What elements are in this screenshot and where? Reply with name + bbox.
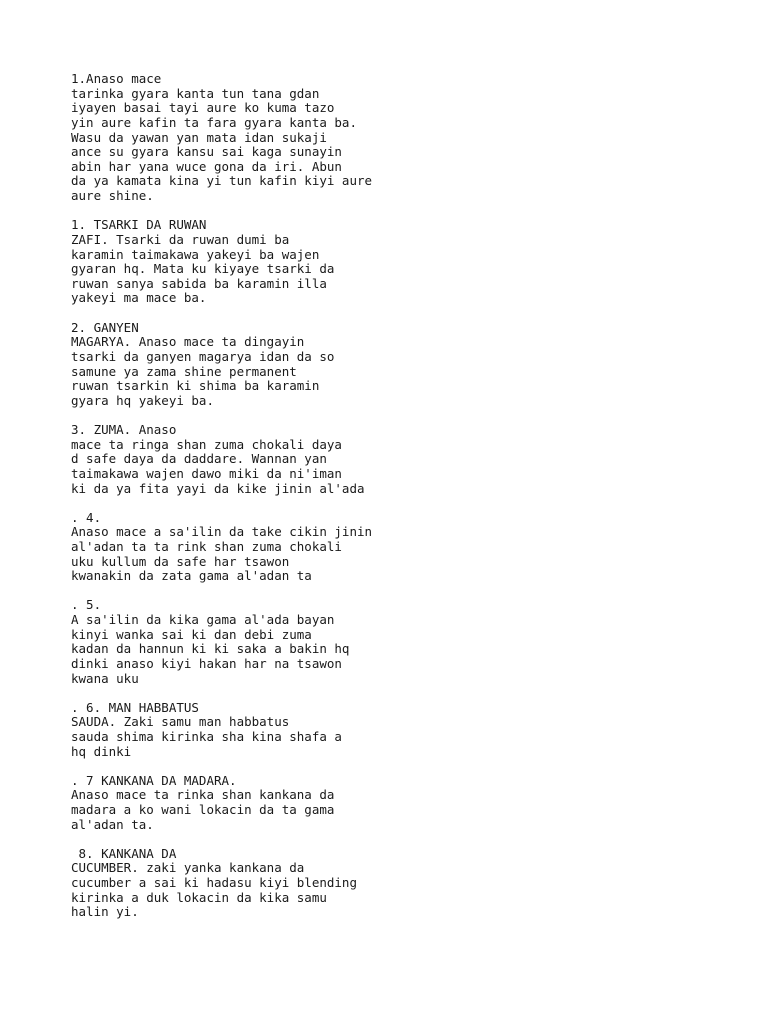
paragraph-man-habbatus-sauda bbox=[71, 701, 731, 760]
text-line: 1. TSARKI DA RUWAN bbox=[71, 217, 207, 233]
paragraph-zuma bbox=[71, 423, 731, 496]
text-line: tarinka gyara kanta tun tana gdan bbox=[71, 85, 320, 101]
text-line: aure shine. bbox=[71, 188, 154, 204]
text-line: Wasu da yawan yan mata idan sukaji bbox=[71, 129, 327, 145]
text-line: yin aure kafin ta fara gyara kanta ba. bbox=[71, 114, 357, 130]
text-line: 2. GANYEN bbox=[71, 319, 139, 335]
text-line: d safe daya da daddare. Wannan yan bbox=[71, 451, 327, 467]
paragraph-tsarki-da-ruwan-zafi bbox=[71, 218, 731, 306]
text-line: taimakawa wajen dawo miki da ni'iman bbox=[71, 465, 342, 481]
text-line: MAGARYA. Anaso mace ta dingayin bbox=[71, 334, 305, 350]
text-line: 1.Anaso mace bbox=[71, 71, 162, 86]
text-line: sauda shima kirinka sha kina shafa a bbox=[71, 728, 342, 744]
text-line: . 6. MAN HABBATUS bbox=[71, 699, 199, 715]
text-line: ruwan tsarkin ki shima ba karamin bbox=[71, 378, 320, 394]
text-line: 8. KANKANA DA bbox=[71, 845, 177, 861]
text-line: yakeyi ma mace ba. bbox=[71, 290, 207, 306]
text-line: abin har yana wuce gona da iri. Abun bbox=[71, 158, 342, 174]
document-page bbox=[71, 72, 731, 935]
text-line: al'adan ta. bbox=[71, 816, 154, 832]
text-line: kinyi wanka sai ki dan debi zuma bbox=[71, 626, 312, 642]
paragraph-kankana-da-cucumber bbox=[71, 847, 731, 920]
text-line: kadan da hannun ki ki saka a bakin hq bbox=[71, 641, 350, 657]
text-line: Anaso mace ta rinka shan kankana da bbox=[71, 787, 335, 803]
text-line: . 4. bbox=[71, 509, 102, 525]
text-line: da ya kamata kina yi tun kafin kiyi aure bbox=[71, 173, 373, 189]
text-line: kwanakin da zata gama al'adan ta bbox=[71, 568, 312, 584]
text-line: . 7 KANKANA DA MADARA. bbox=[71, 772, 237, 788]
text-line: hq dinki bbox=[71, 743, 132, 759]
text-line: madara a ko wani lokacin da ta gama bbox=[71, 802, 335, 818]
text-line: al'adan ta ta rink shan zuma chokali bbox=[71, 538, 342, 554]
paragraph-item-5 bbox=[71, 598, 731, 686]
text-line: ZAFI. Tsarki da ruwan dumi ba bbox=[71, 231, 290, 247]
text-line: A sa'ilin da kika gama al'ada bayan bbox=[71, 612, 335, 627]
text-line: halin yi. bbox=[71, 904, 139, 920]
text-line: iyayen basai tayi aure ko kuma tazo bbox=[71, 100, 335, 116]
paragraph-item-4 bbox=[71, 511, 731, 584]
paragraph-kankana-da-madara bbox=[71, 774, 731, 833]
text-line: Anaso mace a sa'ilin da take cikin jinin bbox=[71, 524, 373, 540]
paragraph-intro bbox=[71, 72, 731, 204]
text-line: samune ya zama shine permanent bbox=[71, 363, 297, 379]
text-line: dinki anaso kiyi hakan har na tsawon bbox=[71, 655, 342, 671]
text-line: ki da ya fita yayi da kike jinin al'ada bbox=[71, 480, 365, 496]
text-line: tsarki da ganyen magarya idan da so bbox=[71, 348, 335, 364]
text-line: 3. ZUMA. Anaso bbox=[71, 421, 177, 437]
text-line: SAUDA. Zaki samu man habbatus bbox=[71, 714, 290, 730]
paragraph-ganyen-magarya bbox=[71, 321, 731, 409]
text-line: ance su gyara kansu sai kaga sunayin bbox=[71, 144, 342, 160]
text-line: . 5. bbox=[71, 597, 102, 613]
text-line: gyara hq yakeyi ba. bbox=[71, 392, 214, 408]
text-line: uku kullum da safe har tsawon bbox=[71, 553, 290, 569]
text-line: CUCUMBER. zaki yanka kankana da bbox=[71, 860, 305, 876]
text-line: cucumber a sai ki hadasu kiyi blending bbox=[71, 875, 357, 891]
text-line: kirinka a duk lokacin da kika samu bbox=[71, 889, 327, 905]
text-line: mace ta ringa shan zuma chokali daya bbox=[71, 436, 342, 452]
text-line: gyaran hq. Mata ku kiyaye tsarki da bbox=[71, 261, 335, 277]
text-line: karamin taimakawa yakeyi ba wajen bbox=[71, 246, 320, 262]
text-line: kwana uku bbox=[71, 670, 139, 686]
text-line: ruwan sanya sabida ba karamin illa bbox=[71, 275, 327, 291]
